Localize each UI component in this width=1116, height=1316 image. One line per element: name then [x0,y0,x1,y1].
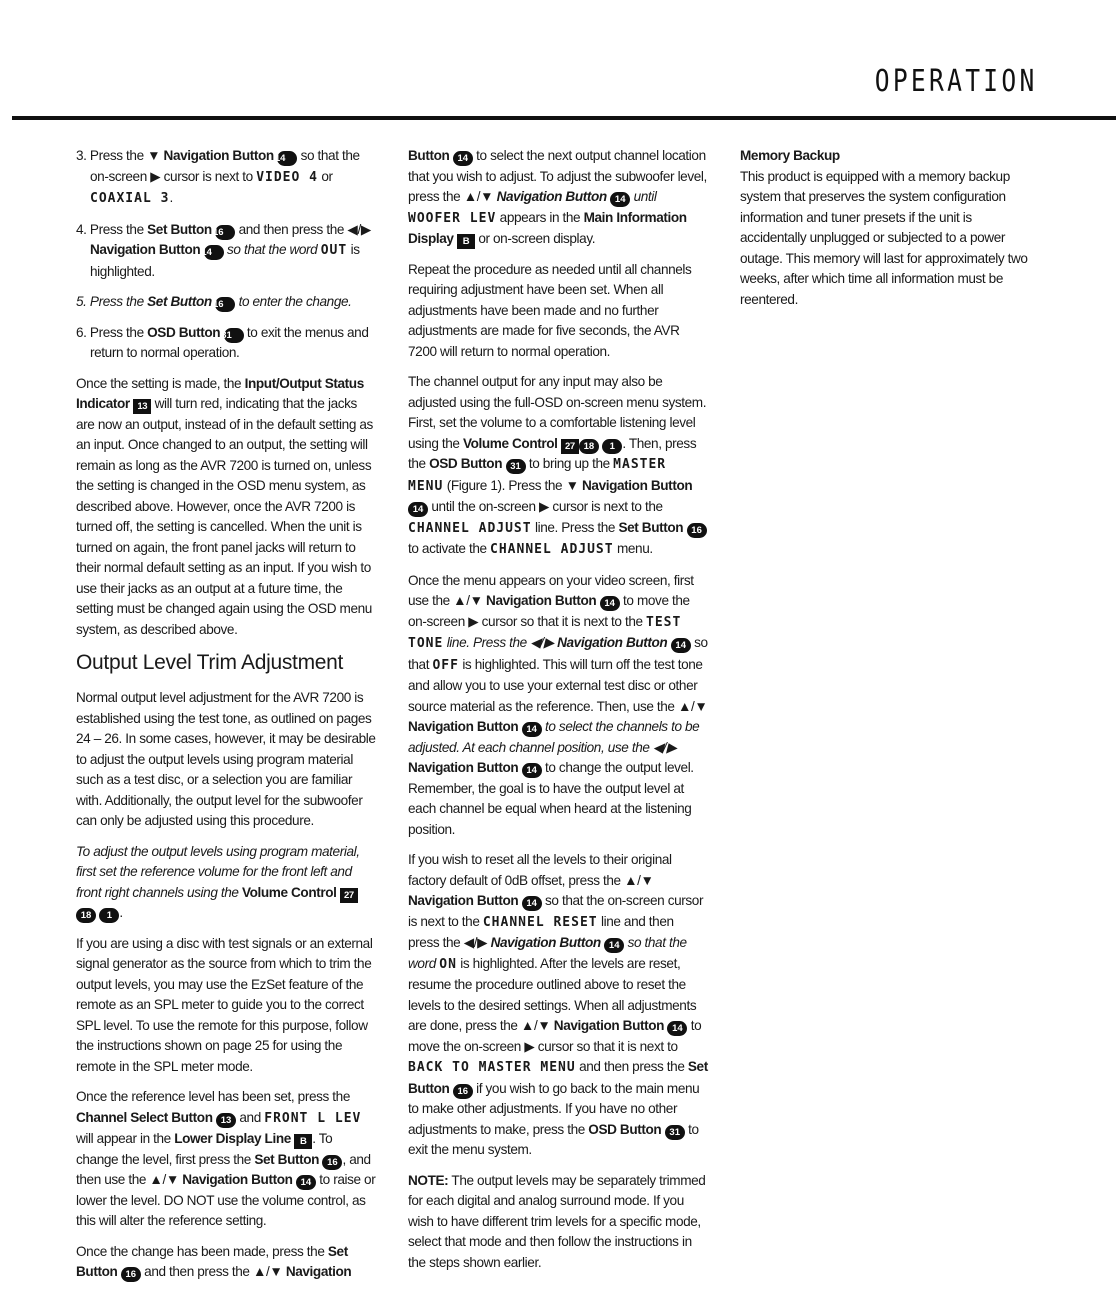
text: appears in the [496,209,584,225]
page-title: OPERATION [875,64,1038,99]
text: and then press the ◀/▶ [235,221,371,237]
paragraph [408,571,708,841]
memory-backup-text: This product is equipped with a memory backup system that preserves the system configuration information and tuner presets if the unit is accidentally unplugged or subjected to a power outage. This memory will last for approximately two weeks, after which time all information must be reentered. [740,168,1028,307]
text: if you wish to go back to the main menu to make other adjustments. If you have no other adjustments to make, press the [408,1080,700,1137]
ref-badge: 14 [296,1175,316,1190]
text: line. Press the [531,519,619,535]
text: line and then press the ◀/▶ [408,913,674,950]
text: so that the word [408,935,687,971]
ref-badge: 14 [667,1021,687,1036]
paragraph [740,146,1038,167]
text: Navigation [285,1264,352,1279]
text: Navigation Button [553,1018,665,1033]
text: to exit the menu system. [408,1121,699,1157]
paragraph [408,372,708,561]
text: and [236,1109,265,1125]
text: The channel output for any input may also be adjusted using the full-OSD on-screen menu system. First, set the volume to a comfortable listening level using the [408,374,707,451]
text: Navigation Button [163,148,274,163]
text: 3. Press the ▼ [76,148,164,163]
ref-badge: 1 [99,908,119,923]
text: so that the on-screen ▶ cursor is next to [90,148,360,184]
column-1 [76,146,376,1293]
text: so that the word [223,242,321,257]
paragraph: If you are using a disc with test signals or an external signal generator as the source from which to trim the output levels, you may use the EzSet feature of the remote as an SPL meter to guide you to the correct SPL level. To use the remote for this purpose, follow the instructions shown on page 25 for using the remote in the SPL meter mode. [76,935,373,1074]
text: is highlighted. After the levels are reset, resume the procedure outlined above to reset the levels to the desired settings. When all adjustments are done, press the ▲/▼ [408,955,697,1033]
text: Navigation Button [496,189,607,204]
ref-badge: B [457,234,475,249]
text: Volume Control [462,435,558,451]
text: Set Button [254,1151,320,1167]
text: will turn red, indicating that the jacks are now an output, instead of in the default setting as an input. Once changed to an output, the setting will remain as long as the AVR 7200 is turned on, unless the setting is changed in the OSD menu system, as described above. However, once the AVR 7200 is turned off, the setting is cancelled. When the unit is turned on again, the front panel jacks will return to their normal default setting as an input. If you wish to use their jacks as an output at a future time, the setting must be changed again using the OSD menu system, as described above. [76,396,373,637]
text: (Figure 1). Press the ▼ [443,477,582,493]
paragraph [408,146,708,250]
ref-badge: 27 [561,439,579,454]
text: to select the next output channel location that you wish to adjust. To adjust the subwoofer level, press the ▲/▼ [408,148,707,204]
ref-badge: 14 [671,638,691,653]
text: OSD Button [147,324,221,340]
ref-badge: 14 [522,896,542,911]
text: to exit the menus and return to normal operation. [90,324,369,360]
text: will appear in the [76,1131,175,1146]
step-6 [76,323,376,364]
text: 5. Press the [76,294,148,309]
text: Input/Output Status Indicator [76,375,364,411]
text: and then press the [575,1059,688,1074]
text: line. Press the ◀/▶ [443,635,558,650]
text: 6. Press the [76,324,148,340]
text: Lower Display Line [174,1131,291,1146]
text: Channel Select Button [76,1109,213,1125]
ref-badge: 31 [665,1125,685,1140]
ref-badge: 14 [277,151,297,166]
ref-badge: 18 [76,908,96,923]
section-heading: Output Level Trim Adjustment [76,651,344,674]
text: Navigation Button [582,477,693,493]
ref-badge: 14 [522,763,542,778]
column-3 [740,146,1038,320]
text: . [169,190,173,205]
paragraph: Repeat the procedure as needed until all channels requiring adjustment have been set. When all adjustments have been made and no further adjustments are made for five seconds, the AVR 7200 will return to normal operation. [408,261,692,359]
text: to move the on-screen ▶ cursor so that it is next to [408,1018,702,1054]
ref-badge: 14 [522,722,542,737]
ref-badge: 16 [322,1155,342,1170]
text: Volume Control [241,884,337,900]
text: or [317,168,333,184]
osd-text: CHANNEL ADJUST [490,542,614,557]
osd-text: WOOFER LEV [408,210,497,226]
osd-text: FRONT L LEV [264,1110,362,1126]
text: To adjust the output levels using program material, first set the reference volume for the front left and front right channels using the [76,843,360,900]
osd-text: OFF [432,657,459,673]
text: Navigation Button [490,935,601,950]
ref-badge: 16 [453,1084,473,1099]
paragraph [76,842,376,924]
osd-text: CHANNEL RESET [482,914,598,930]
text: Navigation Button [408,760,519,775]
text: Navigation Button [557,635,668,650]
text: The output levels may be separately trimmed for each digital and analog surround mode. If you wish to have different trim levels for a specific mode, select that mode and then follow the instructions in the steps shown earlier. [408,1172,706,1270]
ref-badge: 18 [579,439,599,454]
ref-badge: 14 [610,192,630,207]
paragraph [76,1087,376,1232]
text: . [119,905,123,920]
osd-text: BACK TO MASTER MENU [408,1060,576,1075]
paragraph [76,374,376,641]
memory-backup-title: Memory Backup [740,148,840,163]
step-4 [76,220,376,283]
ref-badge: B [294,1134,312,1149]
text: , and then use the ▲/▼ [76,1151,371,1187]
text: to enter the change. [235,294,352,309]
osd-text: VIDEO 4 [256,169,318,185]
text: Navigation Button [486,593,597,608]
header-rule [12,116,1116,120]
text: Set Button [408,1059,708,1096]
step-5 [76,292,376,313]
ref-badge: 16 [215,225,235,240]
text: NOTE: [408,1172,449,1188]
text: . Then, press the [408,435,697,471]
text: OSD Button [429,456,503,471]
note [408,1171,708,1274]
text: menu. [613,541,653,556]
ref-badge: 1 [602,439,622,454]
ref-badge: 14 [408,502,428,517]
text: until the on-screen ▶ cursor is next to the [428,499,663,514]
text: or on-screen display. [474,231,596,246]
text: Set Button [618,519,684,535]
ref-badge: 13 [133,399,151,414]
text: so that [408,635,708,672]
step-3 [76,146,376,210]
osd-text: CHANNEL ADJUST [408,520,532,536]
ref-badge: 14 [453,151,473,166]
text: Set Button [147,294,212,309]
ref-badge: 16 [687,523,707,538]
text: is highlighted. This will turn off the test tone and allow you to use your external test disc or other source material as the reference. Then, use the ▲/▼ [408,656,708,714]
text: OSD Button [588,1121,662,1137]
text: Once the reference level has been set, press the [76,1089,350,1104]
text: to move the on-screen ▶ cursor so that it is next to the [408,593,690,629]
osd-text: COAXIAL 3 [90,191,170,206]
text: If you wish to reset all the levels to their original factory default of 0dB offset, press the ▲/▼ [408,852,672,888]
ref-badge: 14 [204,245,224,260]
text: Navigation Button [182,1172,293,1187]
text: Main Information Display [408,209,687,246]
text: to change the output level. Remember, the goal is to have the output level at each channel be equal when heard at the listening position. [408,760,694,837]
text: until [630,189,657,204]
text: Set Button [147,221,212,237]
text: Once the menu appears on your video screen, first use the ▲/▼ [408,572,694,608]
ref-badge: 13 [216,1113,236,1128]
ref-badge: 31 [224,328,244,343]
text: Once the change has been made, press the [76,1243,328,1259]
text: is highlighted. [90,242,360,279]
ref-badge: 14 [600,596,620,611]
paragraph: Normal output level adjustment for the AVR 7200 is established using the test tone, as outlined on pages 24 – 26. In some cases, however, it may be desirable to adjust the output levels using program material such as a test disc, or a selection you are familiar with. Additionally, the output level for the subwoofer can only be adjusted using this procedure. [76,690,376,828]
text: 4. Press the [76,221,148,237]
text: Navigation Button [408,893,519,908]
text: to raise or lower the level. DO NOT use the volume control, as this will alter the reference setting. [76,1172,376,1228]
text: to activate the [408,541,491,556]
paragraph [76,1242,376,1283]
ref-badge: 14 [604,938,624,953]
text: Set Button [76,1243,348,1279]
text: Navigation Button [90,242,201,257]
text: . To change the level, first press the [76,1131,333,1167]
column-2 [408,146,708,1283]
osd-text: TEST TONE [408,614,682,651]
ref-badge: 31 [506,459,526,474]
text: and then press the ▲/▼ [140,1264,286,1279]
osd-text: OUT [320,243,348,258]
osd-text: ON [439,956,457,972]
text: to bring up the [525,456,614,471]
text: Navigation Button [408,719,519,734]
text: Button [408,148,450,163]
text: Once the setting is made, the [76,375,245,391]
ref-badge: 27 [340,888,358,903]
paragraph [408,850,708,1161]
ref-badge: 16 [121,1267,141,1282]
text: so that the on-screen cursor is next to the [408,893,704,929]
osd-text: MASTER MENU [408,457,667,494]
text: to select the channels to be adjusted. At each channel position, use the ◀/▶ [408,719,700,755]
ref-badge: 16 [215,297,235,312]
